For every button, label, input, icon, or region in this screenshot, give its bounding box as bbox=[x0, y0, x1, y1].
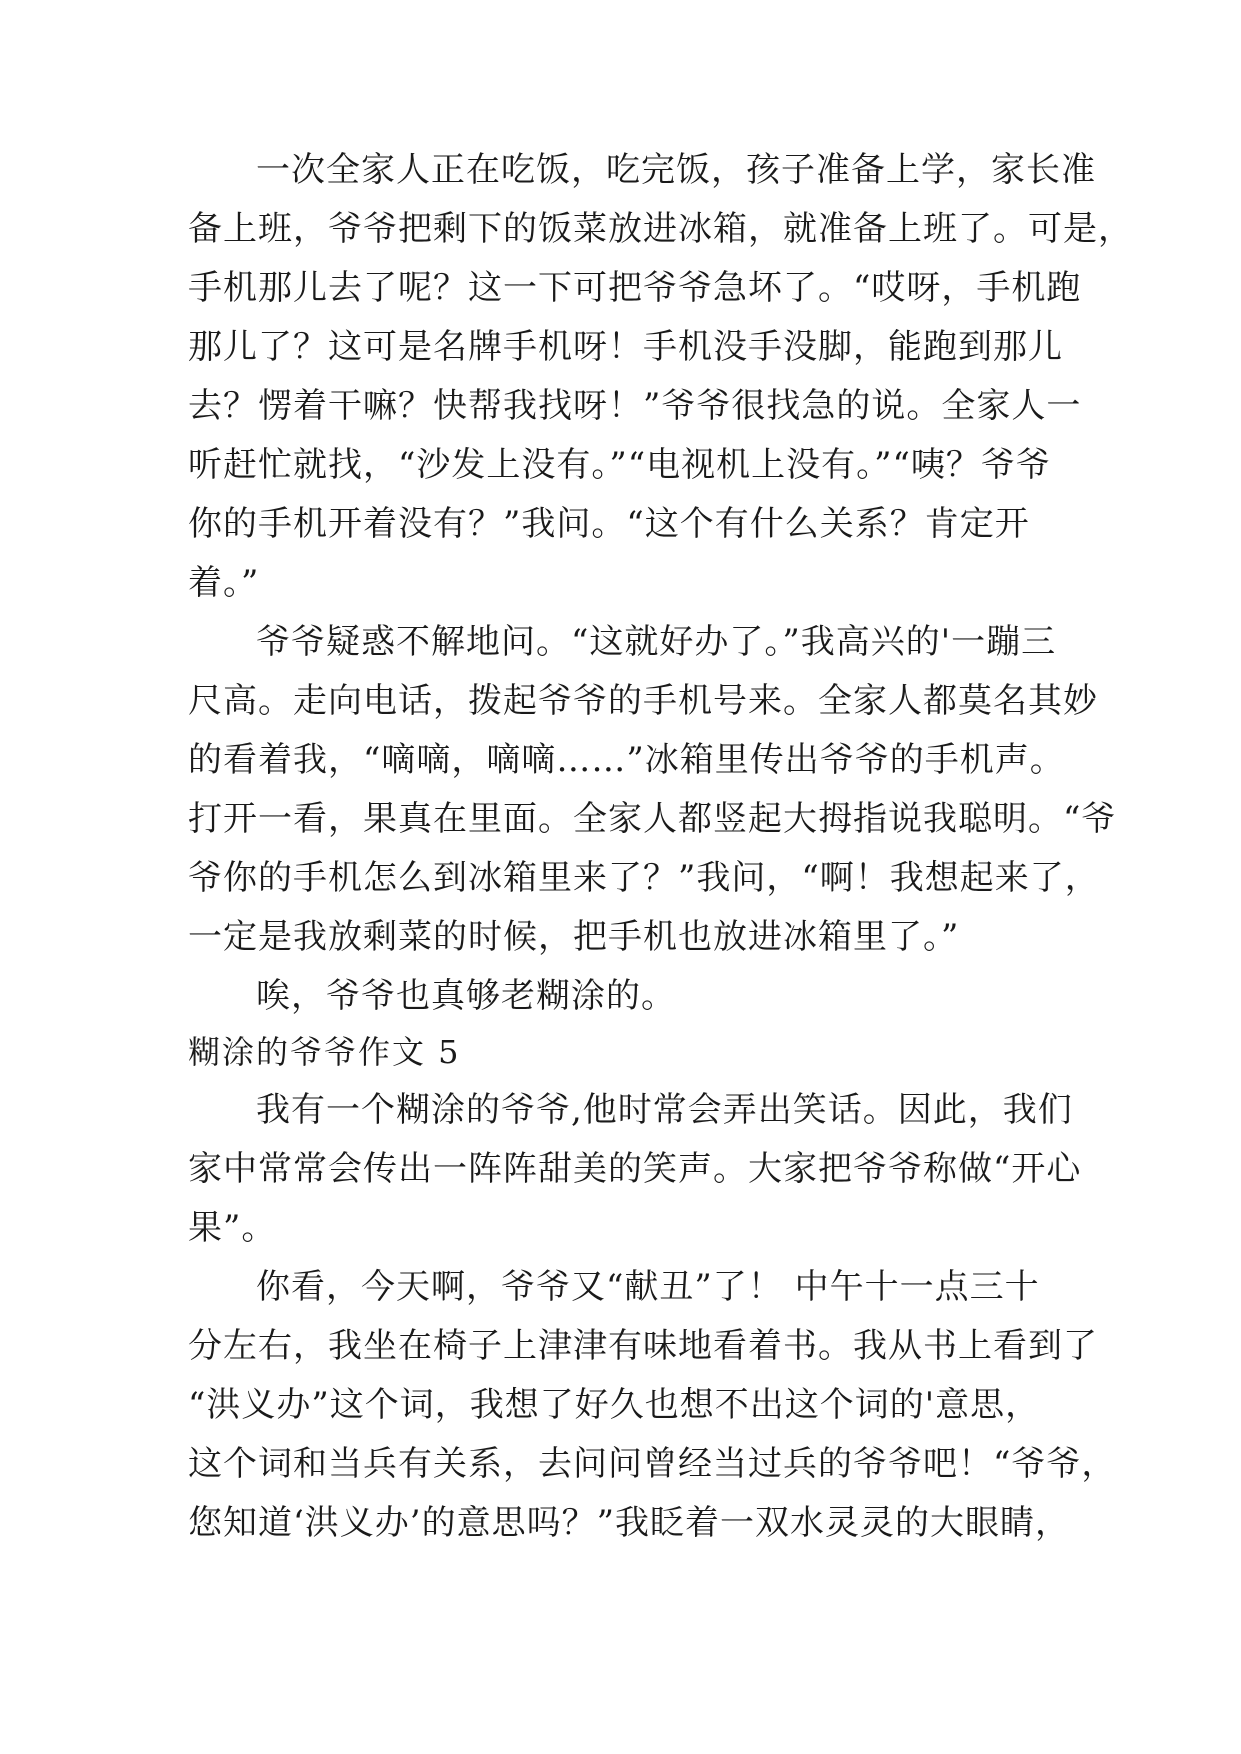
paragraph-line: 听赶忙就找，“沙发上没有。”“电视机上没有。”“咦？爷爷 bbox=[188, 445, 1051, 485]
paragraph-line: 去？愣着干嘛？快帮我找呀！”爷爷很找急的说。全家人一 bbox=[188, 386, 1082, 426]
paragraph-line: 你的手机开着没有？”我问。“这个有什么关系？肯定开 bbox=[188, 504, 1030, 544]
paragraph-line: 您知道‘洪义办’的意思吗？”我眨着一双水灵灵的大眼睛， bbox=[188, 1503, 1070, 1543]
paragraph-line: 一次全家人正在吃饭，吃完饭，孩子准备上学，家长准 bbox=[256, 150, 1096, 190]
paragraph-line: 家中常常会传出一阵阵甜美的笑声。大家把爷爷称做“开心 bbox=[188, 1149, 1082, 1189]
section-heading: 糊涂的爷爷作文 5 bbox=[188, 1033, 461, 1071]
paragraph-line: 打开一看，果真在里面。全家人都竖起大拇指说我聪明。“爷 bbox=[188, 799, 1117, 839]
paragraph-line: 唉，爷爷也真够老糊涂的。 bbox=[256, 976, 676, 1016]
paragraph-line: 你看，今天啊，爷爷又“献丑”了！ 中午十一点三十 bbox=[256, 1267, 1040, 1307]
paragraph-line: 备上班，爷爷把剩下的饭菜放进冰箱，就准备上班了。可是， bbox=[188, 209, 1133, 249]
paragraph-line: 爷爷疑惑不解地问。“这就好办了。”我高兴的'一蹦三 bbox=[256, 622, 1057, 662]
paragraph-line: 果”。 bbox=[188, 1208, 277, 1248]
paragraph-line: 我有一个糊涂的爷爷,他时常会弄出笑话。因此，我们 bbox=[256, 1090, 1073, 1130]
paragraph-line: “洪义办”这个词，我想了好久也想不出这个词的'意思， bbox=[188, 1385, 1041, 1425]
paragraph-line: 分左右，我坐在椅子上津津有味地看着书。我从书上看到了 bbox=[188, 1326, 1098, 1366]
paragraph-line: 那儿了？这可是名牌手机呀！手机没手没脚，能跑到那儿 bbox=[188, 327, 1063, 367]
paragraph-line: 着。” bbox=[188, 563, 260, 603]
paragraph-line: 手机那儿去了呢？这一下可把爷爷急坏了。“哎呀，手机跑 bbox=[188, 268, 1082, 308]
paragraph-line: 爷你的手机怎么到冰箱里来了？”我问，“啊！我想起来了， bbox=[188, 858, 1100, 898]
paragraph-line: 的看着我，“嘀嘀，嘀嘀……”冰箱里传出爷爷的手机声。 bbox=[188, 740, 1065, 780]
paragraph-line: 尺高。走向电话，拨起爷爷的手机号来。全家人都莫名其妙 bbox=[188, 681, 1098, 721]
paragraph-line: 一定是我放剩菜的时候，把手机也放进冰箱里了。” bbox=[188, 917, 960, 957]
paragraph-line: 这个词和当兵有关系，去问问曾经当过兵的爷爷吧！“爷爷， bbox=[188, 1444, 1117, 1484]
